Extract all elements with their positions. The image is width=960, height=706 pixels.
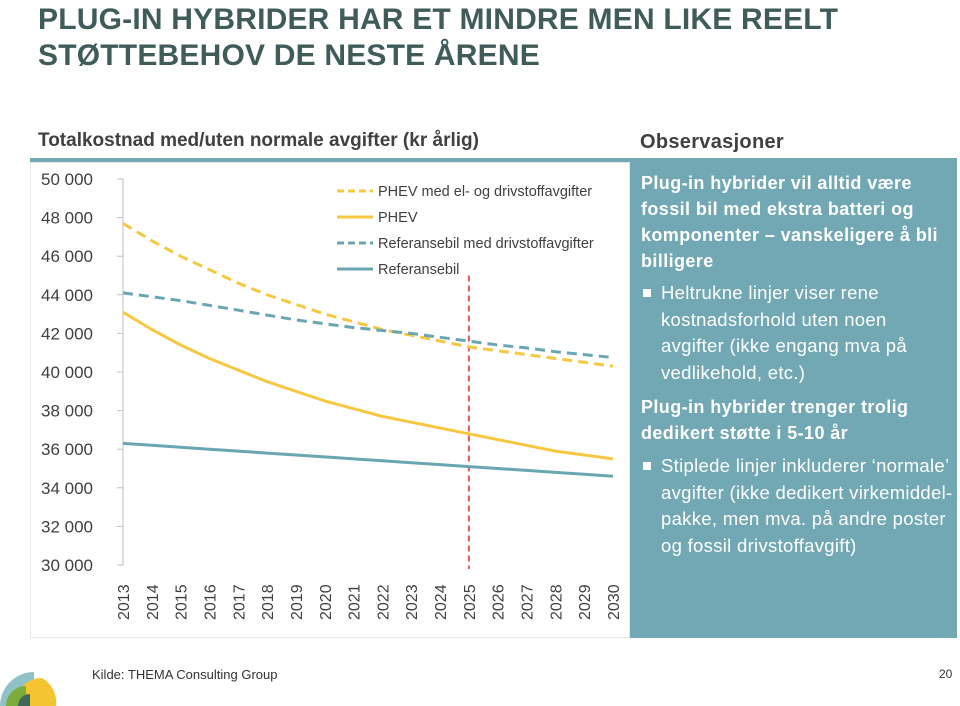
observations-heading: Observasjoner xyxy=(640,131,784,153)
observation-bold-1: Plug-in hybrider vil alltid være fossil bil med ekstra batteri og komponenter – vanskeligere å bli billigere xyxy=(641,173,938,271)
series-line-2 xyxy=(123,312,613,459)
observation-bullet-2-text: Stiplede linjer inkluderer ‘normale’ avgifter (ikke dedikert virkemiddel-pakke, men mva. på andre poster og fossil drivstoffavgift) xyxy=(661,455,953,556)
observations-panel xyxy=(630,162,957,638)
chart-panel xyxy=(30,162,630,638)
company-logo xyxy=(0,656,60,706)
y-tick-label: 30 000 xyxy=(41,556,93,575)
slide-title-line-1: PLUG-IN HYBRIDER HAR ET MINDRE MEN LIKE REELT xyxy=(38,3,839,36)
x-tick-label: 2013 xyxy=(116,584,133,620)
y-tick-label: 42 000 xyxy=(41,324,93,344)
slide-title xyxy=(38,2,938,74)
y-tick-label: 38 000 xyxy=(41,401,93,421)
legend-label: Referansebil xyxy=(378,262,460,278)
y-tick-label: 32 000 xyxy=(41,517,93,537)
x-tick-label: 2018 xyxy=(260,584,278,620)
observation-bullet-2 xyxy=(641,453,953,559)
square-bullet-icon xyxy=(643,462,651,470)
y-tick-label: 48 000 xyxy=(41,208,93,228)
legend-label: PHEV xyxy=(378,210,418,226)
x-tick-label: 2017 xyxy=(231,584,249,620)
observation-bullet-1 xyxy=(641,280,953,386)
x-tick-label: 2015 xyxy=(173,584,191,620)
x-tick-label: 2014 xyxy=(144,584,162,620)
x-tick-label: 2022 xyxy=(375,584,393,620)
x-tick-label: 2028 xyxy=(548,584,566,620)
y-tick-label: 34 000 xyxy=(41,478,93,498)
observation-bold-2: Plug-in hybrider trenger trolig dedikert støtte i 5-10 år xyxy=(641,397,909,443)
y-tick-label: 40 000 xyxy=(41,363,93,382)
x-tick-label: 2029 xyxy=(577,584,595,620)
x-tick-label: 2025 xyxy=(461,584,479,620)
x-tick-label: 2021 xyxy=(346,584,364,620)
y-tick-label: 46 000 xyxy=(41,247,93,267)
y-tick-label: 36 000 xyxy=(41,440,93,460)
x-tick-label: 2024 xyxy=(433,584,451,620)
chart-heading: Totalkostnad med/uten normale avgifter (kr årlig) xyxy=(38,130,479,151)
line-chart xyxy=(31,163,631,639)
square-bullet-icon xyxy=(643,289,651,297)
observation-bullet-1-text: Heltrukne linjer viser rene kostnadsforhold uten noen avgifter (ikke engang mva på vedlikehold, etc.) xyxy=(661,282,907,383)
legend-label: PHEV med el- og drivstoffavgifter xyxy=(378,184,593,200)
x-tick-label: 2027 xyxy=(519,584,537,620)
y-tick-label: 44 000 xyxy=(41,285,93,305)
x-tick-label: 2020 xyxy=(317,584,335,620)
y-tick-label: 50 000 xyxy=(41,170,93,189)
x-tick-label: 2016 xyxy=(202,584,220,620)
x-tick-label: 2023 xyxy=(404,584,422,620)
source-note: Kilde: THEMA Consulting Group xyxy=(92,667,278,682)
x-tick-label: 2030 xyxy=(606,584,623,620)
x-tick-label: 2026 xyxy=(490,584,508,620)
page-number: 20 xyxy=(939,667,953,681)
slide-title-line-2: STØTTEBEHOV DE NESTE ÅRENE xyxy=(38,39,540,72)
x-tick-label: 2019 xyxy=(288,584,306,620)
legend-label: Referansebil med drivstoffavgifter xyxy=(378,236,594,252)
series-line-3 xyxy=(123,293,613,358)
